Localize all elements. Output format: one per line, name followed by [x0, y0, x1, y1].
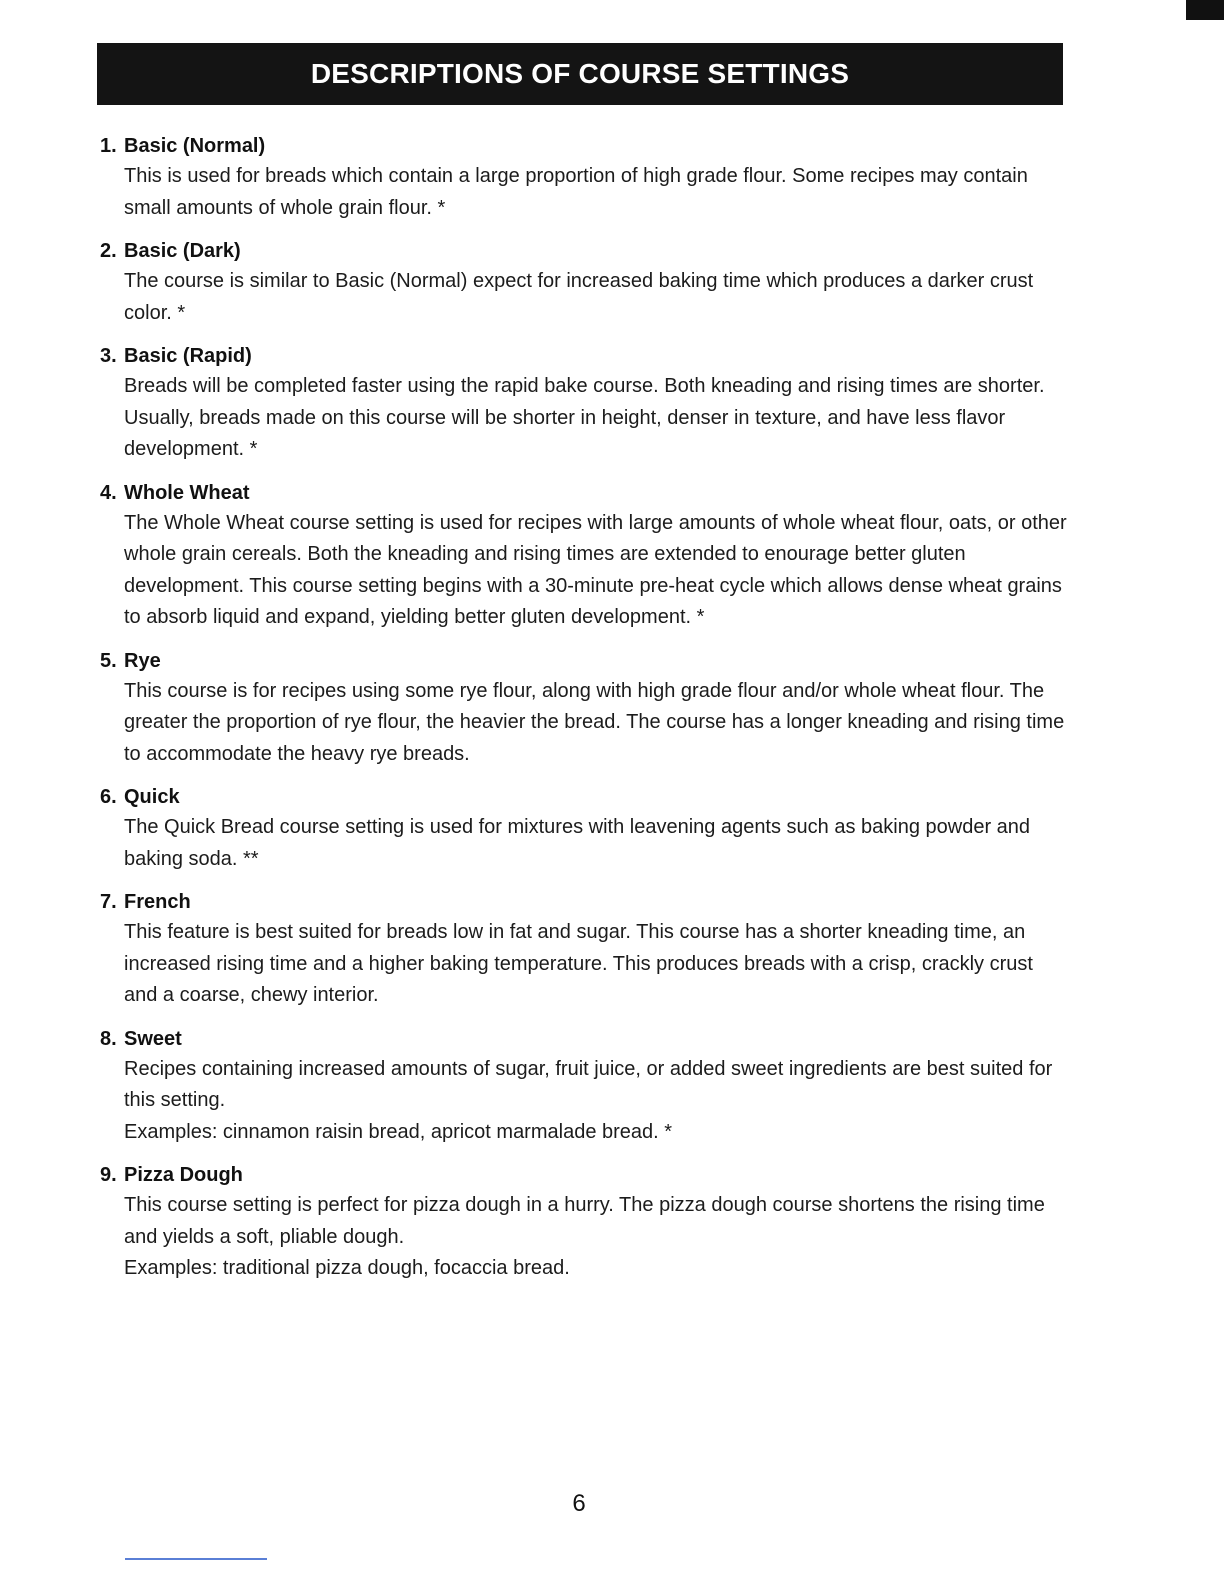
- section-paragraph: The Whole Wheat course setting is used for recipes with large amounts of whole wheat flour, oats, or other whole grain cereals. Both the kneading and rising times are extended to enourage better gluten development. This course setting begins with a 30-minute pre-heat cycle which allows dense wheat grains to absorb liquid and expand, yielding better gluten development. *: [124, 511, 1067, 628]
- section-paragraph: Examples: cinnamon raisin bread, apricot marmalade bread. *: [124, 1120, 673, 1143]
- title-banner: [97, 43, 1063, 105]
- section-number: 6.: [100, 786, 117, 808]
- section-paragraph: Examples: traditional pizza dough, focaccia bread.: [124, 1257, 570, 1279]
- section-body: [124, 1054, 1070, 1149]
- section-heading: [100, 133, 1070, 159]
- section-body: [124, 161, 1070, 224]
- section-heading: [100, 480, 1070, 506]
- section-number: 2.: [100, 240, 117, 262]
- section-heading: [100, 1026, 1070, 1052]
- section-title: Basic (Rapid): [124, 345, 252, 367]
- section-number: 3.: [100, 345, 117, 367]
- section-paragraph: This feature is best suited for breads low in fat and sugar. This course has a shorter kneading time, an increased rising time and a higher baking temperature. This produces breads with a crisp, crackly crust and a coarse, chewy interior.: [124, 921, 1033, 1006]
- section-paragraph: This is used for breads which contain a large proportion of high grade flour. Some recipes may contain small amounts of whole grain flour. *: [124, 165, 1028, 219]
- section-title: Rye: [124, 649, 161, 672]
- page-number: 6: [572, 1490, 586, 1517]
- page-title: DESCRIPTIONS OF COURSE SETTINGS: [310, 58, 850, 89]
- section-title: Sweet: [124, 1027, 182, 1050]
- section-body: [124, 371, 1070, 466]
- course-section: [100, 238, 1070, 329]
- section-paragraph: This course setting is perfect for pizza dough in a hurry. The pizza dough course shortens the rising time and yields a soft, pliable dough.: [124, 1194, 1045, 1248]
- course-section: [100, 889, 1070, 1012]
- section-heading: [100, 343, 1070, 369]
- section-title: Pizza Dough: [124, 1164, 243, 1186]
- course-section: [100, 648, 1070, 771]
- section-heading: [100, 648, 1070, 674]
- course-section: [100, 1026, 1070, 1149]
- course-settings-list: [100, 133, 1070, 1299]
- section-body: [124, 812, 1070, 875]
- section-heading: [100, 1162, 1070, 1188]
- section-paragraph: This course is for recipes using some rye flour, along with high grade flour and/or whole wheat flour. The greater the proportion of rye flour, the heavier the bread. The course has a longer kneading and rising time to accommodate the heavy rye breads.: [124, 679, 1065, 765]
- footer-rule: [125, 1558, 267, 1560]
- section-heading: [100, 889, 1070, 915]
- section-title: French: [124, 891, 191, 913]
- course-section: [100, 133, 1070, 224]
- course-section: [100, 1162, 1070, 1285]
- section-heading: [100, 784, 1070, 810]
- section-number: 9.: [100, 1164, 117, 1186]
- section-number: 1.: [100, 135, 117, 157]
- section-body: [124, 917, 1070, 1012]
- section-paragraph: Recipes containing increased amounts of sugar, fruit juice, or added sweet ingredients are best suited for this setting.: [124, 1057, 1053, 1111]
- course-section: [100, 784, 1070, 875]
- section-paragraph: Breads will be completed faster using the rapid bake course. Both kneading and rising times are shorter. Usually, breads made on this course will be shorter in height, denser in texture, and have less flavor development. *: [124, 375, 1045, 460]
- section-body: [124, 1190, 1070, 1285]
- section-title: Whole Wheat: [124, 481, 250, 504]
- section-number: 7.: [100, 891, 117, 913]
- section-body: [124, 676, 1070, 771]
- section-body: [124, 508, 1070, 634]
- section-paragraph: The course is similar to Basic (Normal) expect for increased baking time which produces a darker crust color. *: [124, 270, 1034, 324]
- corner-registration-mark: [1186, 0, 1224, 20]
- section-heading: [100, 238, 1070, 264]
- section-title: Basic (Normal): [124, 135, 266, 157]
- section-title: Quick: [124, 786, 180, 808]
- section-body: [124, 266, 1070, 329]
- course-section: [100, 480, 1070, 634]
- section-number: 5.: [100, 649, 117, 672]
- section-title: Basic (Dark): [124, 240, 241, 262]
- course-section: [100, 343, 1070, 466]
- section-number: 4.: [100, 481, 117, 504]
- section-number: 8.: [100, 1027, 117, 1050]
- section-paragraph: The Quick Bread course setting is used for mixtures with leavening agents such as baking powder and baking soda. **: [124, 816, 1031, 870]
